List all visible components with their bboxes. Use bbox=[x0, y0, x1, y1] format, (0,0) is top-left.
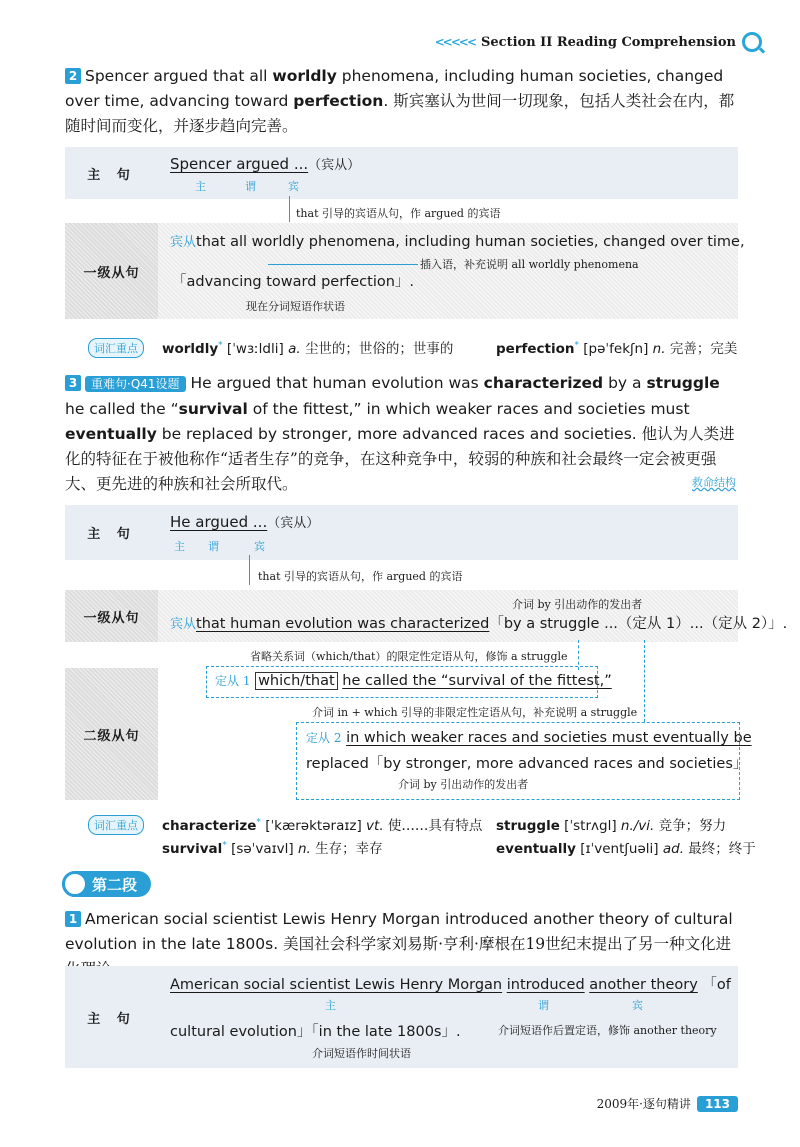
vocab-word: struggle bbox=[496, 818, 560, 834]
vocab-word: perfection bbox=[496, 341, 575, 357]
star: * bbox=[222, 840, 227, 851]
level1-clause bbox=[170, 231, 745, 250]
main-clause-line2: cultural evolution」「in the late 1800s」. bbox=[170, 1024, 461, 1040]
vocab-eventually bbox=[496, 837, 756, 857]
keyword: worldly bbox=[272, 67, 337, 85]
meaning: 尘世的；世俗的；世事的 bbox=[304, 341, 454, 357]
vocab-word: survival bbox=[162, 841, 223, 857]
phonetic: [səˈvaɪvl] bbox=[231, 841, 294, 857]
level1-line2: 「advancing toward perfection」. bbox=[172, 274, 415, 290]
vocab-characterize bbox=[162, 814, 482, 834]
text: by a bbox=[603, 374, 647, 392]
keyword: survival bbox=[178, 400, 248, 418]
text: American social scientist Lewis Henry Morgan introduced another theory of cultural evolution in the late 1800s. bbox=[65, 910, 733, 953]
role-predicate: 谓 bbox=[208, 540, 219, 553]
chinese-translation: 他认为人类进化的特征在于被他称作“适者生存”的竞争，在这种竞争中，较弱的种族和社会最终一定会被更强大、更先进的种族和社会所取代。 bbox=[65, 425, 735, 493]
text: . bbox=[383, 92, 389, 110]
meaning: 完善；完美 bbox=[669, 341, 738, 357]
label-level2: 二级从句 bbox=[65, 668, 158, 800]
omitted-relative: which/that bbox=[255, 672, 338, 690]
object: another theory bbox=[589, 977, 698, 993]
pos: n. bbox=[297, 841, 311, 857]
phonetic: [ˈkærəktəraɪz] bbox=[265, 818, 362, 834]
vocab-perfection bbox=[496, 337, 737, 357]
rel1-text: he called the “survival of the fittest,” bbox=[342, 673, 612, 689]
note-in-which: 介词 in + which 引导的非限定性定语从句，补充说明 a struggle bbox=[312, 706, 638, 719]
note-structure: 救命结构 bbox=[692, 476, 736, 489]
sentence-number: 3 bbox=[65, 375, 81, 391]
note-participle: 现在分词短语作状语 bbox=[246, 300, 345, 313]
level1-clause bbox=[170, 612, 787, 633]
paragraph-title: 第二段 bbox=[92, 875, 138, 894]
note-that-clause: that 引导的宾语从句，作 argued 的宾语 bbox=[258, 570, 463, 583]
role-subject: 主 bbox=[195, 180, 206, 193]
note-omit: 省略关系词（which/that）的限定性定语从句，修饰 a struggle bbox=[250, 650, 568, 663]
label-main-clause: 主 句 bbox=[87, 1011, 136, 1027]
relative-clause-1 bbox=[215, 672, 612, 689]
flag-badge: 重难句·Q41设题 bbox=[85, 376, 186, 392]
analysis-main-band bbox=[65, 147, 738, 199]
vocab-tag-label: 词汇重点 bbox=[88, 338, 144, 358]
section-title: Section II Reading Comprehension bbox=[481, 34, 736, 50]
pos: n. bbox=[652, 341, 666, 357]
predicate: introduced bbox=[506, 977, 585, 993]
section-header bbox=[435, 32, 762, 52]
pos: vt. bbox=[366, 818, 384, 834]
note-by: 介词 by 引出动作的发出者 bbox=[512, 598, 643, 611]
note-postmodifier: 介词短语作后置定语，修饰 another theory bbox=[498, 1024, 717, 1037]
chinese-translation: 斯宾塞认为世间一切现象，包括人类社会在内，都随时间而变化，并逐步趋向完善。 bbox=[65, 92, 735, 135]
vocab-tag bbox=[88, 814, 144, 835]
clause-tag: 宾从 bbox=[170, 235, 197, 250]
pos: n./vi. bbox=[620, 818, 655, 834]
sentence-number: 1 bbox=[65, 911, 81, 927]
sentence-2 bbox=[65, 64, 737, 139]
clause-tag: 宾从 bbox=[170, 617, 197, 632]
role-object: 宾 bbox=[254, 540, 265, 553]
label-main-clause: 主 句 bbox=[87, 167, 136, 183]
rel2-text-1: in which weaker races and societies must eventually be bbox=[346, 730, 752, 746]
chevrons-icon: <<<<< bbox=[434, 35, 475, 49]
label-main-clause: 主 句 bbox=[87, 527, 136, 542]
vocab-tag bbox=[88, 337, 144, 358]
magnifier-icon bbox=[742, 32, 762, 52]
vocab-word: eventually bbox=[496, 841, 576, 857]
note-time-adverbial: 介词短语作时间状语 bbox=[312, 1047, 411, 1060]
vocab-word: characterize bbox=[162, 818, 257, 834]
text: Spencer argued that all bbox=[85, 67, 273, 85]
vocab-survival bbox=[162, 837, 383, 857]
connector-line bbox=[289, 196, 290, 222]
sentence-number: 2 bbox=[65, 68, 81, 84]
rel2-text-2: replaced「by stronger, more advanced races and societies」 bbox=[306, 756, 748, 772]
level1-text: that human evolution was characterized bbox=[196, 616, 490, 632]
text: phenomena, including human societies, changed over time, advancing toward bbox=[65, 67, 724, 110]
clause-marker: （宾从） bbox=[308, 158, 361, 173]
relative-clause-2 bbox=[306, 729, 752, 746]
level1-paren: 「by a struggle ...（定从 1）...（定从 2）」. bbox=[489, 616, 788, 632]
role-predicate: 谓 bbox=[538, 999, 549, 1012]
sentence-3 bbox=[65, 371, 737, 497]
footer-text: 2009年·逐句精讲 bbox=[596, 1097, 691, 1111]
text: of the fittest,” in which weaker races and societies must bbox=[247, 400, 690, 418]
pos: ad. bbox=[662, 841, 684, 857]
pos: a. bbox=[288, 341, 301, 357]
vocab-worldly bbox=[162, 337, 453, 357]
chinese-translation: 美国社会科学家刘易斯·亨利·摩根在19世纪末提出了另一种文化进 bbox=[283, 935, 732, 953]
meaning: 竞争；努力 bbox=[658, 818, 727, 834]
meaning: 使……具有特点 bbox=[387, 818, 483, 834]
star: * bbox=[256, 817, 261, 828]
vocab-word: worldly bbox=[162, 341, 219, 357]
label-level1: 一级从句 bbox=[65, 223, 158, 319]
role-subject: 主 bbox=[174, 540, 185, 553]
vocab-struggle bbox=[496, 814, 726, 834]
main-clause bbox=[170, 512, 319, 531]
keyword: eventually bbox=[65, 425, 157, 443]
paragraph-heading bbox=[62, 871, 151, 897]
role-object: 宾 bbox=[288, 180, 299, 193]
clause-tag: 定从 1 bbox=[215, 674, 251, 688]
magnifier-icon bbox=[62, 871, 88, 897]
level1-text: that all worldly phenomena, including human societies, changed over time, bbox=[196, 234, 745, 250]
meaning: 生存；幸存 bbox=[315, 841, 383, 857]
tail: 「of bbox=[702, 977, 731, 993]
main-clause bbox=[170, 154, 360, 173]
keyword: struggle bbox=[646, 374, 720, 392]
footer bbox=[597, 1095, 738, 1112]
main-clause-text: He argued ... bbox=[170, 513, 268, 531]
analysis2-main-band bbox=[65, 505, 738, 560]
role-object: 宾 bbox=[632, 999, 643, 1012]
keyword: characterized bbox=[483, 374, 604, 392]
text: he called the “ bbox=[65, 400, 179, 418]
note-that-clause: that 引导的宾语从句，作 argued 的宾语 bbox=[296, 207, 501, 220]
phonetic: [ˈwɜːldli] bbox=[226, 341, 284, 357]
phonetic: [ˈstrʌgl] bbox=[564, 818, 617, 834]
meaning: 最终；终于 bbox=[688, 841, 756, 857]
text: He argued that human evolution was bbox=[185, 374, 484, 392]
phonetic: [pəˈfekʃn] bbox=[583, 341, 649, 357]
vocab-tag-label: 词汇重点 bbox=[88, 815, 144, 835]
main-clause-line1 bbox=[170, 973, 731, 994]
star: * bbox=[574, 340, 579, 351]
clause-marker: （宾从） bbox=[267, 516, 320, 531]
subject: American social scientist Lewis Henry Morgan bbox=[170, 977, 503, 993]
note-by-2: 介词 by 引出动作的发出者 bbox=[398, 778, 529, 791]
text: be replaced by stronger, more advanced races and societies. bbox=[156, 425, 637, 443]
clause-tag: 定从 2 bbox=[306, 731, 342, 745]
page-number: 113 bbox=[697, 1096, 738, 1112]
connector-line bbox=[644, 640, 645, 722]
star: * bbox=[218, 340, 223, 351]
role-subject: 主 bbox=[325, 999, 336, 1012]
note-insertion: 插入语，补充说明 all worldly phenomena bbox=[420, 258, 639, 271]
insert-bracket bbox=[268, 256, 418, 265]
connector-line bbox=[249, 555, 250, 585]
phonetic: [ɪˈventʃuəli] bbox=[580, 841, 659, 857]
role-predicate: 谓 bbox=[245, 180, 256, 193]
label-level1: 一级从句 bbox=[65, 590, 158, 642]
keyword: perfection bbox=[293, 92, 384, 110]
main-clause-text: Spencer argued ... bbox=[170, 155, 309, 173]
